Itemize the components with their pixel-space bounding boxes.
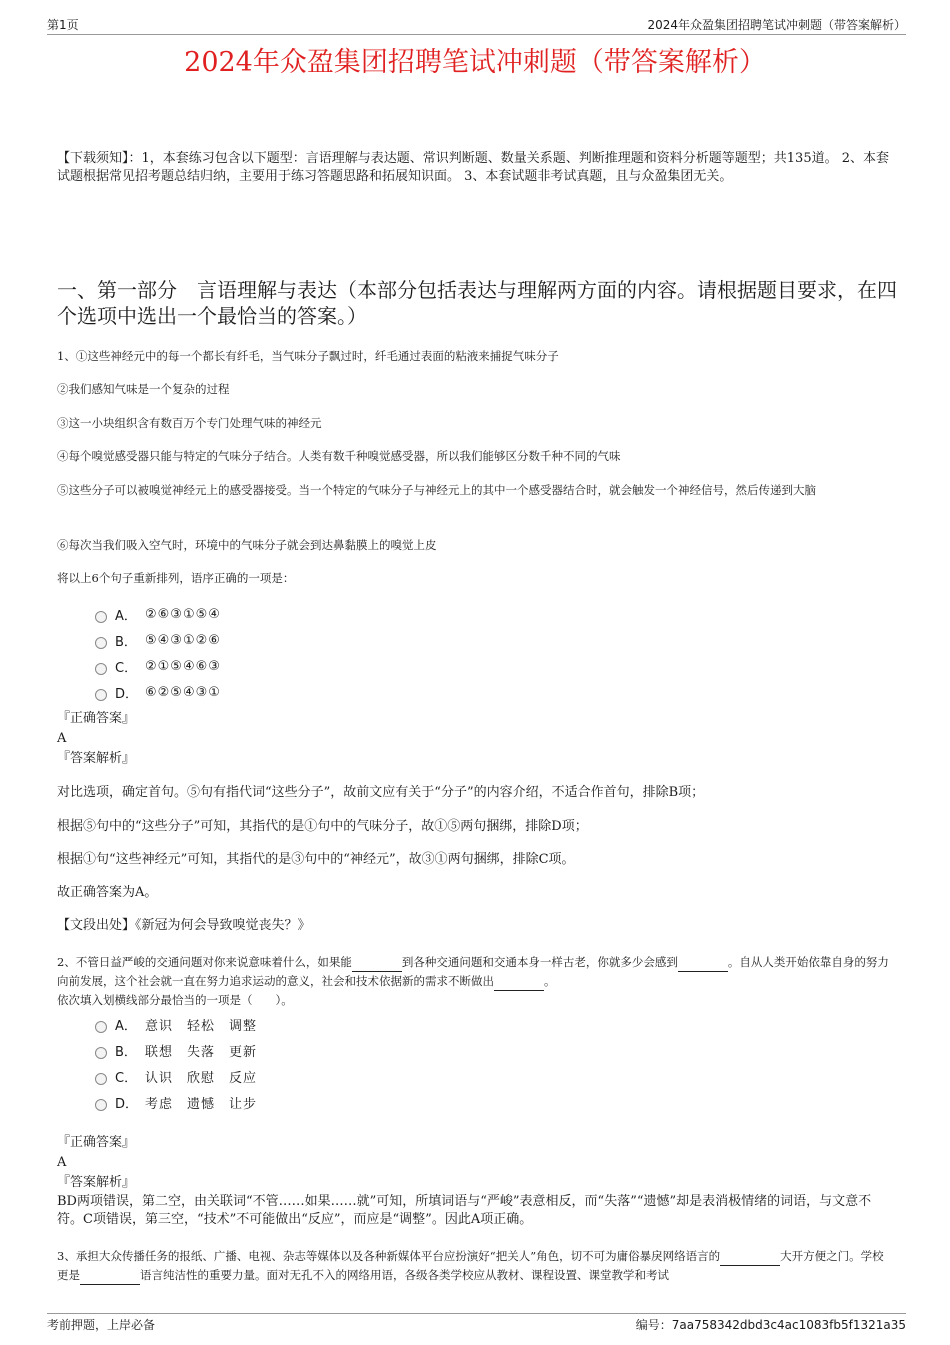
radio-icon[interactable] bbox=[95, 689, 107, 701]
radio-icon[interactable] bbox=[95, 663, 107, 675]
q2-answer-label: 『正确答案』 bbox=[57, 1135, 136, 1150]
q1-source: 【文段出处】《新冠为何会导致嗅觉丧失？》 bbox=[57, 918, 311, 933]
radio-icon[interactable] bbox=[95, 611, 107, 623]
blank-2 bbox=[80, 1266, 140, 1285]
q1-line-4: ④每个嗅觉感受器只能与特定的气味分子结合。人类有数千种嗅觉感受器，所以我们能够区分数千种不同的气味 bbox=[57, 449, 621, 463]
q2-text: 2、不管日益严峻的交通问题对你来说意味着什么，如果能 到各种交通问题和交通本身一样古老，你就多少会感到 。自从人类开始依靠自身的努力向前发展，这个社会就一直在努力追求运动的意义，社会和技术依据新的需求不断做出 。 bbox=[57, 953, 892, 991]
q2-option-c[interactable]: C． 认识 欣慰 反应 bbox=[95, 1063, 271, 1089]
q1-options bbox=[95, 601, 221, 705]
q1-analysis-2: 根据⑤句中的“这些分子”可知，其指代的是①句中的气味分子，故①⑤两句捆绑，排除D项； bbox=[57, 819, 588, 834]
q2-prompt: 依次填入划横线部分最恰当的一项是（ ）。 bbox=[57, 993, 293, 1007]
q1-option-c[interactable]: C． ②①⑤④⑥③ bbox=[95, 653, 221, 679]
page-header bbox=[47, 14, 906, 35]
q2-option-d[interactable]: D． 考虑 遗憾 让步 bbox=[95, 1089, 271, 1115]
q2-analysis: BD两项错误，第二空，由关联词“不管……如果……就”可知，所填词语与“严峻”表意相反，而“失落”“遗憾”却是表消极情绪的词语，与文意不符。C项错误，第三空，“技术”不可能做出“反应”，而应是“调整”。因此A项正确。 bbox=[57, 1194, 872, 1227]
blank-1 bbox=[720, 1247, 780, 1266]
q1-prompt: 将以上6个句子重新排列，语序正确的一项是： bbox=[57, 571, 295, 585]
q2-options bbox=[95, 1011, 271, 1115]
footer-code: 编号：7aa758342dbd3c4ac1083fb5f1321a35 bbox=[635, 1318, 906, 1332]
q1-option-d[interactable]: D． ⑥②⑤④③① bbox=[95, 679, 221, 705]
download-note: 【下载须知】：1，本套练习包含以下题型：言语理解与表达题、常识判断题、数量关系题、判断推理题和资料分析题等题型；共135道。 2、本套试题根据常见招考题总结归纳，主要用于练习答题思路和拓展知识面。 3、本套试题非考试真题，且与众盈集团无关。 bbox=[57, 151, 889, 184]
page-title: 2024年众盈集团招聘笔试冲刺题（带答案解析） bbox=[184, 47, 766, 78]
q1-line-6: ⑥每次当我们吸入空气时，环境中的气味分子就会到达鼻黏膜上的嗅觉上皮 bbox=[57, 538, 437, 552]
page-footer bbox=[47, 1313, 906, 1332]
q1-answer: A bbox=[57, 731, 67, 746]
q1-analysis-3: 根据①句“这些神经元”可知，其指代的是③句中的“神经元”，故③①两句捆绑，排除C项。 bbox=[57, 852, 575, 867]
q1-analysis-label: 『答案解析』 bbox=[57, 751, 136, 766]
header-doc-title: 2024年众盈集团招聘笔试冲刺题（带答案解析） bbox=[647, 18, 906, 32]
q1-analysis-4: 故正确答案为A。 bbox=[57, 885, 158, 900]
q1-line-1: 1、①这些神经元中的每一个都长有纤毛，当气味分子飘过时，纤毛通过表面的粘液来捕捉气味分子 bbox=[57, 349, 559, 363]
radio-icon[interactable] bbox=[95, 1021, 107, 1033]
q2-option-a[interactable]: A． 意识 轻松 调整 bbox=[95, 1011, 271, 1037]
q1-option-a[interactable]: A． ②⑥③①⑤④ bbox=[95, 601, 221, 627]
q1-line-3: ③这一小块组织含有数百万个专门处理气味的神经元 bbox=[57, 416, 322, 430]
radio-icon[interactable] bbox=[95, 1047, 107, 1059]
q1-analysis-1: 对比选项，确定首句。⑤句有指代词“这些分子”，故前文应有关于“分子”的内容介绍，不适合作首句，排除B项； bbox=[57, 785, 705, 800]
radio-icon[interactable] bbox=[95, 1099, 107, 1111]
blank-3 bbox=[494, 972, 544, 991]
blank-1 bbox=[352, 953, 402, 972]
q2-option-b[interactable]: B． 联想 失落 更新 bbox=[95, 1037, 271, 1063]
footer-slogan: 考前押题，上岸必备 bbox=[47, 1318, 156, 1332]
q1-line-2: ②我们感知气味是一个复杂的过程 bbox=[57, 382, 230, 396]
q1-answer-label: 『正确答案』 bbox=[57, 711, 136, 726]
page-number: 第1页 bbox=[47, 18, 79, 32]
blank-2 bbox=[678, 953, 728, 972]
q3-text: 3、承担大众传播任务的报纸、广播、电视、杂志等媒体以及各种新媒体平台应扮演好“把关人”角色，切不可为庸俗暴戾网络语言的 大开方便之门。学校更是 语言纯洁性的重要力量。面对无孔不入的网络用语，各级各类学校应从教材、课程设置、课堂教学和考试 bbox=[57, 1247, 892, 1285]
section-heading: 一、第一部分 言语理解与表达（本部分包括表达与理解两方面的内容。请根据题目要求，在四个选项中选出一个最恰当的答案。） bbox=[57, 278, 897, 328]
q1-line-5: ⑤这些分子可以被嗅觉神经元上的感受器接受。当一个特定的气味分子与神经元上的其中一个感受器结合时，就会触发一个神经信号，然后传递到大脑 bbox=[57, 483, 816, 497]
q2-answer: A bbox=[57, 1155, 67, 1170]
q1-option-b[interactable]: B． ⑤④③①②⑥ bbox=[95, 627, 221, 653]
radio-icon[interactable] bbox=[95, 637, 107, 649]
radio-icon[interactable] bbox=[95, 1073, 107, 1085]
q2-analysis-label: 『答案解析』 bbox=[57, 1175, 136, 1190]
